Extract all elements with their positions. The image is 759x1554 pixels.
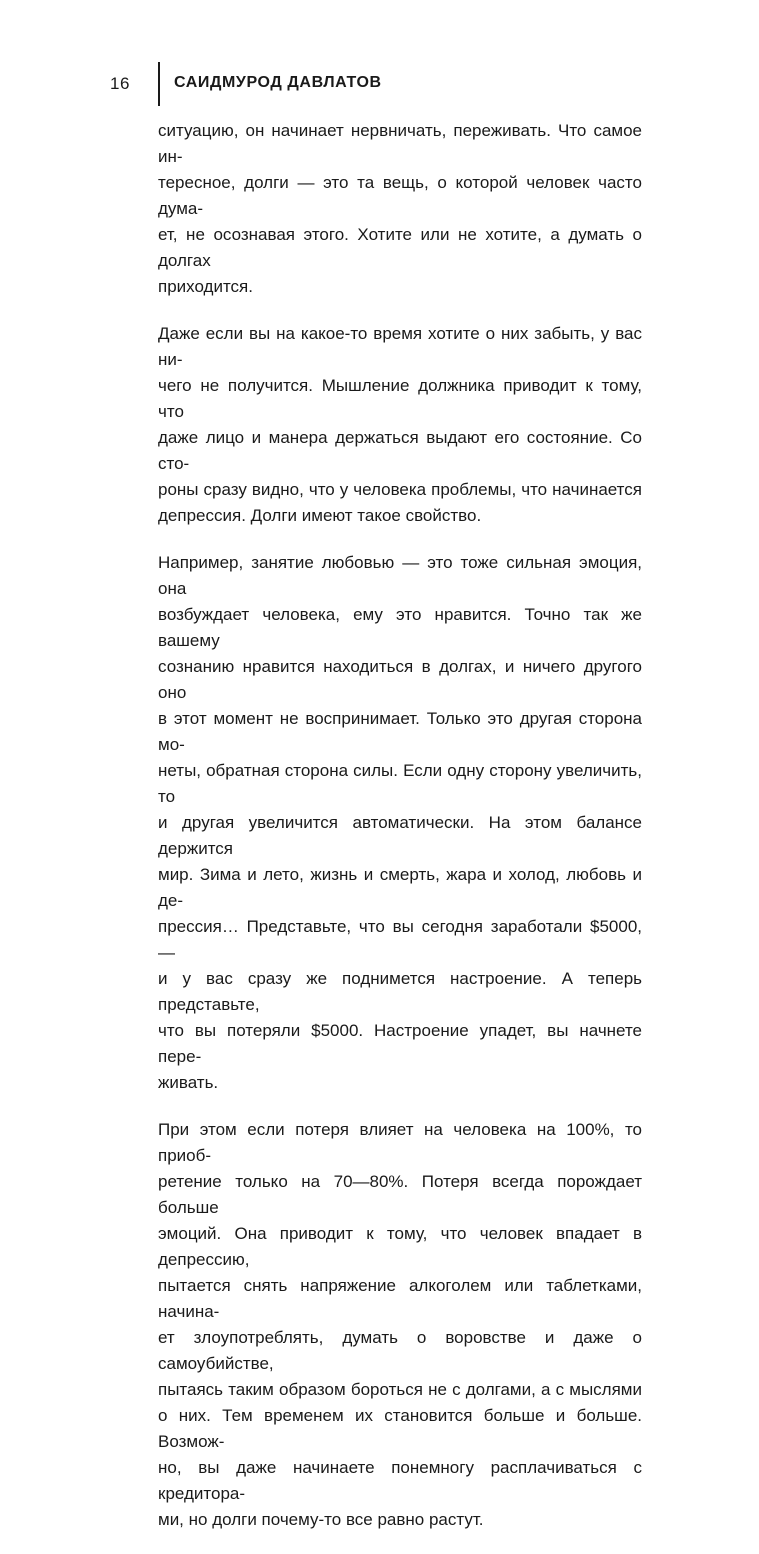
text-line: ретение только на 70—80%. Потеря всегда порождает больше bbox=[158, 1172, 642, 1217]
text-line: возбуждает человека, ему это нравится. Точно так же вашему bbox=[158, 605, 642, 650]
text-line: и у вас сразу же поднимется настроение. А теперь представьте, bbox=[158, 969, 642, 1014]
text-line: эмоций. Она приводит к тому, что человек впадает в депрессию, bbox=[158, 1224, 642, 1269]
text-line: пытаясь таким образом бороться не с долгами, а с мыслями bbox=[158, 1380, 642, 1399]
text-line: мир. Зима и лето, жизнь и смерть, жара и холод, любовь и де- bbox=[158, 865, 642, 910]
text-line: ет, не осознавая этого. Хотите или не хотите, а думать о долгах bbox=[158, 225, 642, 270]
body-text bbox=[158, 118, 642, 1554]
text-line: ситуацию, он начинает нервничать, переживать. Что самое ин- bbox=[158, 121, 642, 166]
paragraph-2 bbox=[158, 321, 642, 529]
text-line: чего не получится. Мышление должника приводит к тому, что bbox=[158, 376, 642, 421]
text-line: пытается снять напряжение алкоголем или таблетками, начина- bbox=[158, 1276, 642, 1321]
header-divider bbox=[158, 62, 160, 106]
text-line: Даже если вы на какое-то время хотите о них забыть, у вас ни- bbox=[158, 324, 642, 369]
paragraph-1 bbox=[158, 118, 642, 300]
paragraph-3 bbox=[158, 550, 642, 1096]
text-line: Например, занятие любовью — это тоже сильная эмоция, она bbox=[158, 553, 642, 598]
text-line: живать. bbox=[158, 1073, 219, 1092]
running-header-author: САИДМУРОД ДАВЛАТОВ bbox=[174, 74, 382, 91]
text-line: роны сразу видно, что у человека проблемы, что начинается bbox=[158, 480, 642, 499]
text-line: о них. Тем временем их становится больше и больше. Возмож- bbox=[158, 1406, 642, 1451]
text-line: ет злоупотреблять, думать о воровстве и даже о самоубийстве, bbox=[158, 1328, 642, 1373]
page-number: 16 bbox=[110, 74, 130, 93]
text-line: даже лицо и манера держаться выдают его состояние. Со сто- bbox=[158, 428, 642, 473]
text-line: прессия… Представьте, что вы сегодня заработали $5000, — bbox=[158, 917, 642, 962]
text-line: ми, но долги почему-то все равно растут. bbox=[158, 1510, 484, 1529]
text-line: что вы потеряли $5000. Настроение упадет, вы начнете пере- bbox=[158, 1021, 642, 1066]
text-line: в этот момент не воспринимает. Только это другая сторона мо- bbox=[158, 709, 642, 754]
text-line: приходится. bbox=[158, 277, 253, 296]
paragraph-4 bbox=[158, 1117, 642, 1533]
text-line: тересное, долги — это та вещь, о которой человек часто дума- bbox=[158, 173, 642, 218]
text-line: При этом если потеря влияет на человека на 100%, то приоб- bbox=[158, 1120, 642, 1165]
text-line: но, вы даже начинаете понемногу расплачиваться с кредитора- bbox=[158, 1458, 642, 1503]
text-line: сознанию нравится находиться в долгах, и ничего другого оно bbox=[158, 657, 642, 702]
text-line: депрессия. Долги имеют такое свойство. bbox=[158, 506, 482, 525]
running-header bbox=[0, 62, 759, 110]
text-line: неты, обратная сторона силы. Если одну сторону увеличить, то bbox=[158, 761, 642, 806]
text-line: и другая увеличится автоматически. На этом балансе держится bbox=[158, 813, 642, 858]
